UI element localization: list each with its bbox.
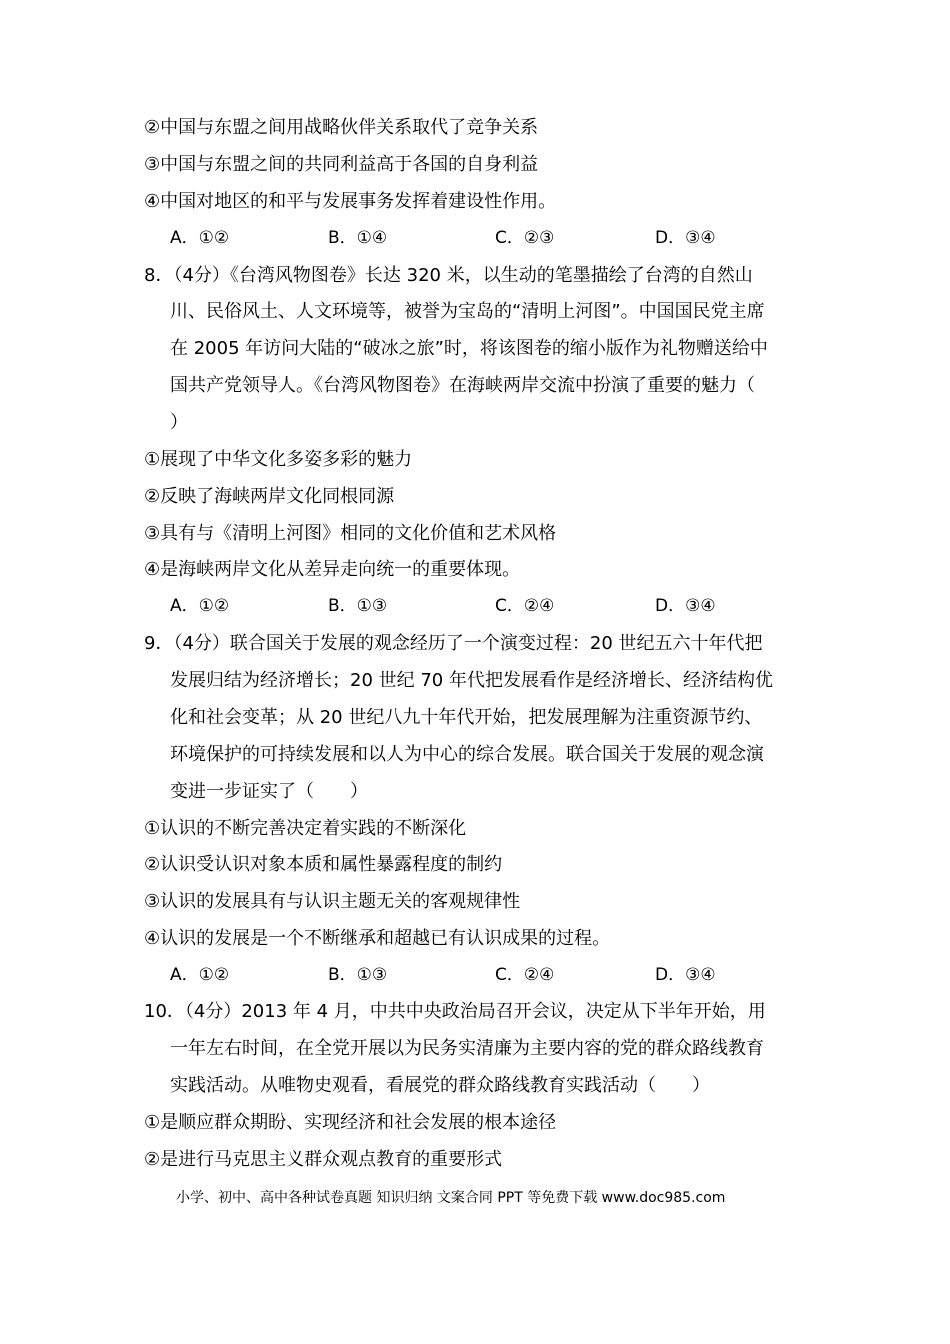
q9-statement-2: ②认识受认识对象本质和属性暴露程度的制约 xyxy=(144,854,503,875)
q8-stem-line-3: 在 2005 年访问大陆的“破冰之旅”时，将该图卷的缩小版作为礼物赠送给中 xyxy=(170,338,768,359)
q9-option-c: C．②④ xyxy=(495,965,555,985)
q9-option-d: D．③④ xyxy=(655,965,716,985)
q9-stem-line-3: 化和社会变革；从 20 世纪八九十年代开始，把发展理解为注重资源节约、 xyxy=(170,707,763,728)
q10-stem-line-1: 10．（4分）2013 年 4 月，中共中央政治局召开会议，决定从下半年开始，用 xyxy=(144,1001,766,1022)
q8-option-b: B．①③ xyxy=(328,596,388,616)
q7-statement-3: ③中国与东盟之间的共同利益高于各国的自身利益 xyxy=(144,154,539,175)
q8-option-a: A．①② xyxy=(170,596,230,616)
q8-stem-line-1: 8．（4分）《台湾风物图卷》长达 320 米，以生动的笔墨描绘了台湾的自然山 xyxy=(144,265,753,286)
q10-stem-line-2: 一年左右时间，在全党开展以为民务实清廉为主要内容的党的群众路线教育 xyxy=(170,1038,764,1059)
q9-statement-4: ④认识的发展是一个不断继承和超越已有认识成果的过程。 xyxy=(144,928,611,949)
page-footer: 小学、初中、高中各种试卷真题 知识归纳 文案合同 PPT 等免费下载 www.doc985.com xyxy=(176,1190,726,1206)
q8-statement-1: ①展现了中华文化多姿多彩的魅力 xyxy=(144,449,413,470)
q9-stem-line-2: 发展归结为经济增长；20 世纪 70 年代把发展看作是经济增长、经济结构优 xyxy=(170,670,773,691)
q8-statement-3: ③具有与《清明上河图》相同的文化价值和艺术风格 xyxy=(144,523,557,544)
q8-stem-line-4: 国共产党领导人。《台湾风物图卷》在海峡两岸交流中扮演了重要的魅力（ xyxy=(170,375,755,396)
q10-stem-line-3: 实践活动。从唯物史观看，看展党的群众路线教育实践活动（ ） xyxy=(170,1075,710,1096)
q10-statement-2: ②是进行马克思主义群众观点教育的重要形式 xyxy=(144,1149,503,1170)
q8-option-d: D．③④ xyxy=(655,596,716,616)
q9-stem-line-1: 9．（4分）联合国关于发展的观念经历了一个演变过程：20 世纪五六十年代把 xyxy=(144,633,763,654)
q8-statement-4: ④是海峡两岸文化从差异走向统一的重要体现。 xyxy=(144,559,521,580)
q8-statement-2: ②反映了海峡两岸文化同根同源 xyxy=(144,486,395,507)
q9-statement-1: ①认识的不断完善决定着实践的不断深化 xyxy=(144,818,467,839)
q7-statement-4: ④中国对地区的和平与发展事务发挥着建设性作用。 xyxy=(144,191,557,212)
q9-statement-3: ③认识的发展具有与认识主题无关的客观规律性 xyxy=(144,891,521,912)
q9-option-b: B．①③ xyxy=(328,965,388,985)
q7-option-c: C．②③ xyxy=(495,228,555,248)
q9-stem-line-5: 变进一步证实了（ ） xyxy=(170,781,368,802)
q9-option-a: A．①② xyxy=(170,965,230,985)
q7-statement-2: ②中国与东盟之间用战略伙伴关系取代了竞争关系 xyxy=(144,117,539,138)
q8-stem-line-2: 川、民俗风土、人文环境等，被誉为宝岛的“清明上河图”。中国国民党主席 xyxy=(170,301,765,322)
q10-statement-1: ①是顺应群众期盼、实现经济和社会发展的根本途径 xyxy=(144,1112,557,1133)
q8-option-c: C．②④ xyxy=(495,596,555,616)
q9-stem-line-4: 环境保护的可持续发展和以人为中心的综合发展。联合国关于发展的观念演 xyxy=(170,744,764,765)
q7-option-a: A．①② xyxy=(170,228,230,248)
q7-option-b: B．①④ xyxy=(328,228,388,248)
q8-stem-line-5: ） xyxy=(170,412,188,433)
q7-option-d: D．③④ xyxy=(655,228,716,248)
